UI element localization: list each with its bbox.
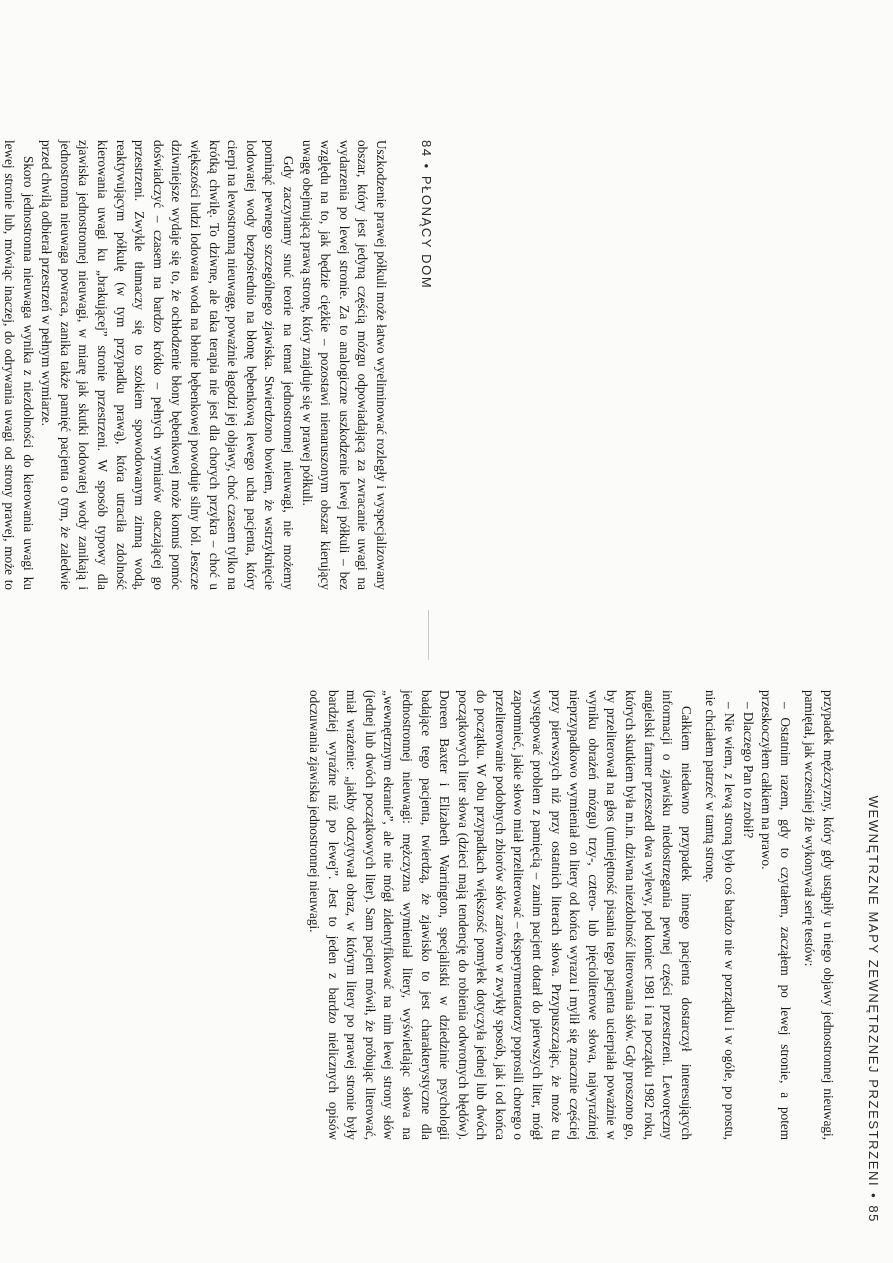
right-page-number: 85 (866, 1205, 882, 1223)
dialogue-line-3: – Nie wiem, z lewą stroną było coś bardzo nie w porządku i w ogóle, po prostu, nie chciałem patrzeć w tamtą stronę. (703, 690, 738, 1140)
left-running-title: PŁONĄCY DOM (419, 175, 435, 290)
right-paragraph: Całkiem niedawno przypadek innego pacjenta dostarczył interesujących informacji o zjawisku niedostrzegania pewnej części przestrzeni. Leworęczny angielski farmer przeszedł dwa wylewy, pod koniec 1981 i na początku 1982 roku, których skutkiem była m.in. dziwna niezdolność literowania słów. Gdy proszono go, by przeliterował na głos (umiejętność pisania tego pacjenta ucierpiała poważnie w wyniku obrażeń mózgu) trzy-, cztero- lub pięcioliterowe słowa, najwyraźniej nieprzypadkowo wymieniał on litery od końca wyrazu i mylił się znacznie częściej przy pierwszych niż przy ostatnich literach słowa. Przypuszczając, że może tu występować problem z pamięcią – zanim pacjent dotarł do pierwszych liter, mógł zapomnieć, jakie słowo miał przeliterować – eksperymentatorzy poprosili chorego o przeliterowanie podobnych zbiorów słów zarówno w zwykły sposób, jak i od końca do początku. W obu przypadkach większość pomyłek dotyczyła jednej lub dwóch początkowych liter słowa (dzieci mają tendencję do robienia odwrotnych błędów). Doreen Baxter i Elizabeth Warrington, specjalistki w dziedzinie psychologii badające tego pacjenta, twierdzą, że zjawisko to jest charakterystyczne dla jednostronnej nieuwagi: mężczyzna wymieniał litery, wyświetlając słowa na „wewnętrznym ekranie”, ale nie mógł zidentyfikować na nim lewej strony słów (jednej lub dwóch początkowych liter). Sam pacjent mówił, że próbując literować, miał wrażenie: „jakby odczytywał obraz, w którym litery po prawej stronie były bardziej wyraźne niż po lewej”. Jest to jeden z bardzo nielicznych opisów odczuwania zjawiska jednostronnej nieuwagi. (306, 690, 694, 1140)
left-paragraph-1: Uszkodzenie prawej półkuli może łatwo wyeliminować rozległy i wyspecjalizowany obszar, który jest jedyną częścią mózgu odpowiadającą za zwracanie uwagi na wydarzenia po lewej stronie. Za to analogiczne uszkodzenie lewej półkuli – bez względu na to, jak będzie ciężkie – pozostawi nienaruszonym obszar kierujący uwagę obejmującą prawą stronę, który znajduje się w prawej półkuli. (299, 140, 389, 590)
left-page-body (2, 140, 390, 590)
right-intro-paragraph: przypadek mężczyzny, który gdy ustąpiły u niego objawy jednostronnej nieuwagi, pamiętał, jak wcześniej źle wykonywał serię testów: (802, 690, 836, 1140)
right-running-title: WEWNĘTRZNE MAPY ZEWNĘTRZNEJ PRZESTRZENI (866, 795, 882, 1188)
left-page-number: 84 (419, 140, 435, 158)
left-paragraph-3: Skoro jednostronna nieuwaga wynika z niezdolności do kierowania uwagi ku lewej stronie lub, mówiąc inaczej, do odrywania uwagi od strony prawej, może to (2, 140, 36, 590)
bullet-separator: • (419, 163, 435, 170)
bullet-separator: • (866, 1193, 882, 1200)
left-paragraph-2: Gdy zaczynamy snuć teorie na temat jednostronnej nieuwagi, nie możemy pominąć pewnego szczególnego zjawiska. Stwierdzono bowiem, że wstrzyknięcie lodowatej wody bezpośrednio na błonę bębenkową lewego ucha pacjenta, który cierpi na lewostronną nieuwagę, poważnie łagodzi jej objawy, choć czasem tylko na krótką chwilę. To dziwne, ale taka terapia nie jest dla chorych przykra – choć u większości ludzi lodowata woda na błonie bębenkowej powoduje silny ból. Jeszcze dziwniejsze wydaje się to, że ochłodzenie błony bębenkowej może komuś pomóc doświadczyć – czasem na bardzo krótko – pełnych wymiarów otaczającej go przestrzeni. Zwykle tłumaczy się to szokiem spowodowanym zimną wodą, reaktywującym półkulę (w tym przypadku prawą), która utraciła zdolność kierowania uwagi ku „brakującej” stronie przestrzeni. W sposób typowy dla zjawiska jednostronnej nieuwagi, w miarę jak skutki lodowatej wody zanikają i jednostronna nieuwaga powraca, zanika także pamięć pacjenta o tym, że zaledwie przed chwilą odbierał przestrzeń w pełnym wymiarze. (39, 140, 297, 590)
dialogue-block (701, 690, 794, 1140)
dialogue-line-2: – Dlaczego Pan to zrobił? (740, 702, 756, 839)
dialogue-line-1: – Ostatnim razem, gdy to czytałem, zacząłem po lewej stronie, a potem przeskoczyłem całkiem na prawo. (759, 690, 793, 1140)
right-running-head (855, 796, 893, 1223)
right-page-body (306, 690, 837, 1140)
left-running-head (408, 140, 446, 289)
